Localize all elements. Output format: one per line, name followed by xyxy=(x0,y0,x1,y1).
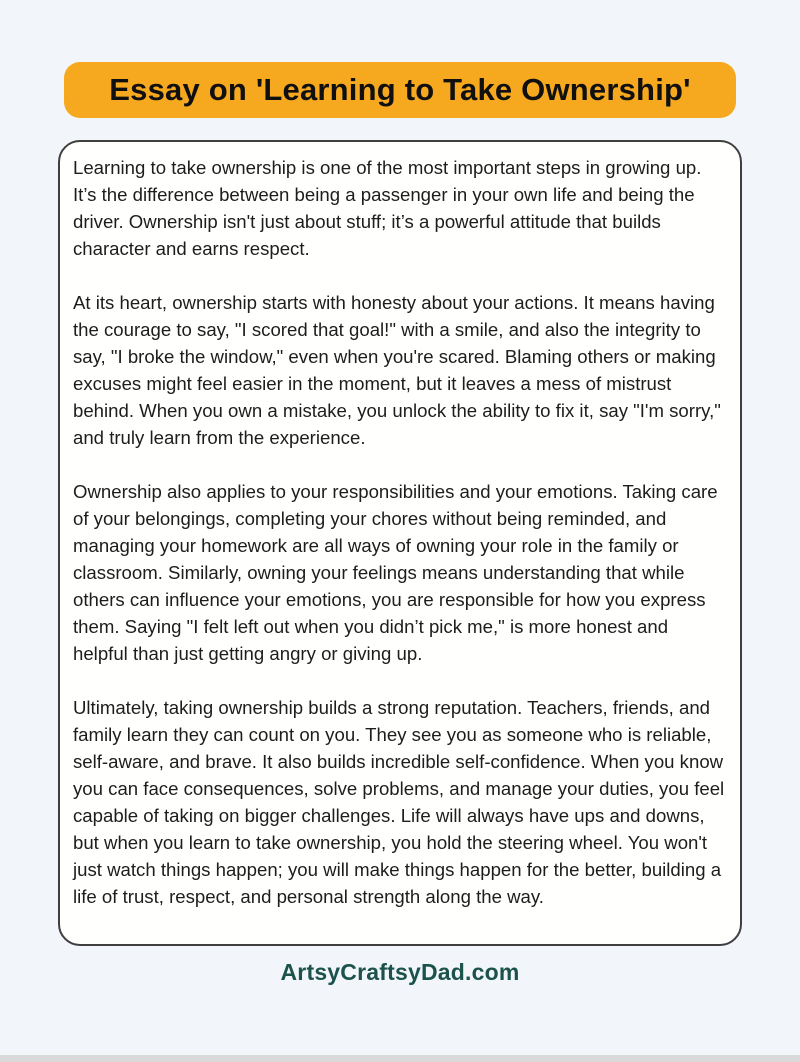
title-banner xyxy=(64,62,736,118)
essay-paragraph-3: Ownership also applies to your responsibilities and your emotions. Taking care of your belongings, completing your chores without being reminded, and managing your homework are all ways of owning your role in the family or classroom. Similarly, owning your feelings means understanding that while others can influence your emotions, you are responsible for how you express them. Saying "I felt left out when you didn’t pick me," is more honest and helpful than just getting angry or giving up. xyxy=(73,481,718,664)
essay-body xyxy=(58,140,742,946)
page-title: Essay on 'Learning to Take Ownership' xyxy=(109,72,691,107)
site-footer xyxy=(0,959,800,986)
site-name: ArtsyCraftsyDad.com xyxy=(280,959,520,985)
bottom-strip xyxy=(0,1055,800,1062)
essay-paragraph-1: Learning to take ownership is one of the most important steps in growing up. It’s the difference between being a passenger in your own life and being the driver. Ownership isn't just about stuff; it’s a powerful attitude that builds character and earns respect. xyxy=(73,157,702,259)
essay-paragraph-4: Ultimately, taking ownership builds a strong reputation. Teachers, friends, and family learn they can count on you. They see you as someone who is reliable, self-aware, and brave. It also builds incredible self-confidence. When you know you can face consequences, solve problems, and manage your duties, you feel capable of taking on bigger challenges. Life will always have ups and downs, but when you learn to take ownership, you hold the steering wheel. You won't just watch things happen; you will make things happen for the better, building a life of trust, respect, and personal strength along the way. xyxy=(73,697,725,907)
essay-paragraph-2: At its heart, ownership starts with honesty about your actions. It means having the courage to say, "I scored that goal!" with a smile, and also the integrity to say, "I broke the window," even when you're scared. Blaming others or making excuses might feel easier in the moment, but it leaves a mess of mistrust behind. When you own a mistake, you unlock the ability to fix it, say "I'm sorry," and truly learn from the experience. xyxy=(73,292,721,448)
